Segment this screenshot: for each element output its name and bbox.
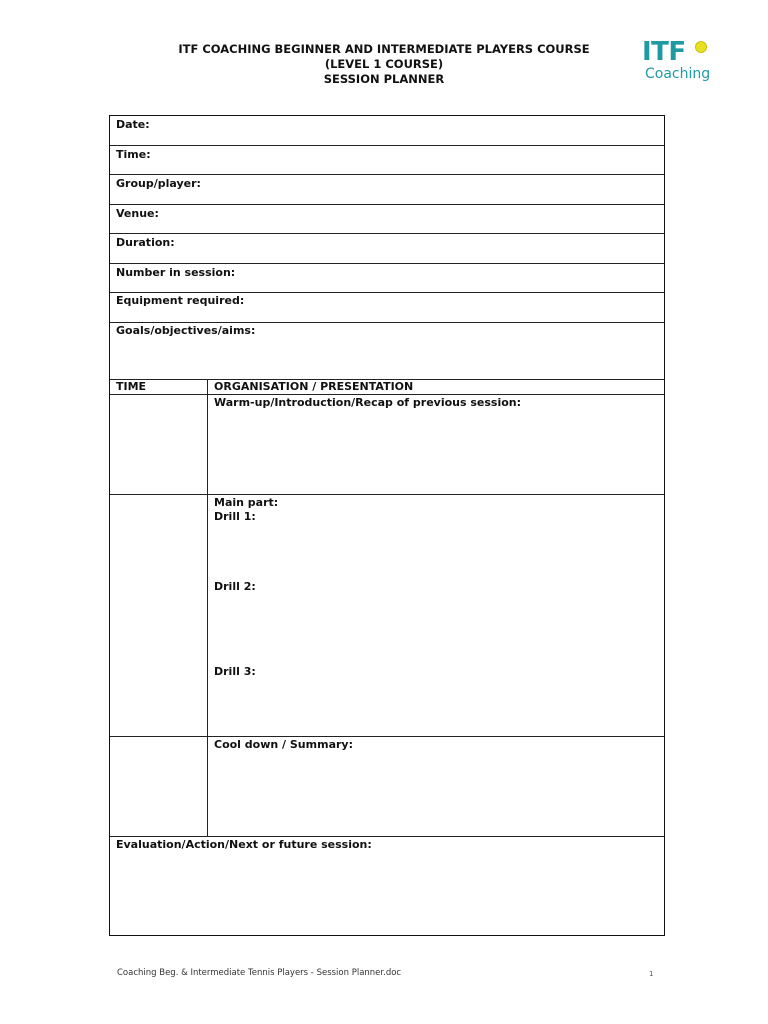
- number-in-session-row[interactable]: [110, 264, 664, 293]
- warmup-row[interactable]: [110, 395, 664, 495]
- itf-coaching-logo: [640, 38, 712, 86]
- drill-2-label: Drill 2:: [214, 580, 256, 593]
- time-label: Time:: [116, 148, 151, 161]
- number-in-session-label: Number in session:: [116, 266, 236, 279]
- tennis-ball-icon: [695, 41, 707, 53]
- main-part-label: Main part:: [214, 496, 279, 509]
- drill-3-label: Drill 3:: [214, 665, 256, 678]
- date-label: Date:: [116, 118, 150, 131]
- group-player-row[interactable]: [110, 175, 664, 205]
- warmup-label: Warm-up/Introduction/Recap of previous session:: [214, 396, 522, 409]
- duration-row[interactable]: [110, 234, 664, 264]
- cool-down-row[interactable]: [110, 737, 664, 837]
- evaluation-label: Evaluation/Action/Next or future session:: [116, 838, 372, 851]
- course-title: ITF COACHING BEGINNER AND INTERMEDIATE PLAYERS COURSE: [178, 42, 590, 56]
- document-title: SESSION PLANNER: [323, 72, 445, 86]
- main-part-row[interactable]: [110, 495, 664, 737]
- time-row[interactable]: [110, 146, 664, 175]
- evaluation-row[interactable]: [110, 837, 664, 935]
- venue-label: Venue:: [116, 207, 159, 220]
- organisation-column-header: ORGANISATION / PRESENTATION: [214, 380, 414, 393]
- footer-document-name: Coaching Beg. & Intermediate Tennis Players - Session Planner.doc: [117, 968, 402, 978]
- date-row[interactable]: [110, 116, 664, 146]
- time-column-header: TIME: [116, 380, 147, 393]
- footer-page-number: 1: [649, 970, 654, 978]
- logo-itf-text: ITF: [642, 37, 686, 67]
- time-column-divider: [207, 380, 208, 837]
- goals-row[interactable]: [110, 323, 664, 380]
- cool-down-label: Cool down / Summary:: [214, 738, 353, 751]
- logo-coaching-text: Coaching: [645, 66, 711, 82]
- drill-1-label: Drill 1:: [214, 510, 256, 523]
- equipment-label: Equipment required:: [116, 294, 245, 307]
- equipment-row[interactable]: [110, 293, 664, 323]
- table-header-row: [110, 380, 664, 395]
- duration-label: Duration:: [116, 236, 175, 249]
- session-planner-form: [109, 115, 665, 936]
- goals-label: Goals/objectives/aims:: [116, 324, 256, 337]
- course-level: (LEVEL 1 COURSE): [324, 57, 444, 71]
- venue-row[interactable]: [110, 205, 664, 234]
- group-player-label: Group/player:: [116, 177, 201, 190]
